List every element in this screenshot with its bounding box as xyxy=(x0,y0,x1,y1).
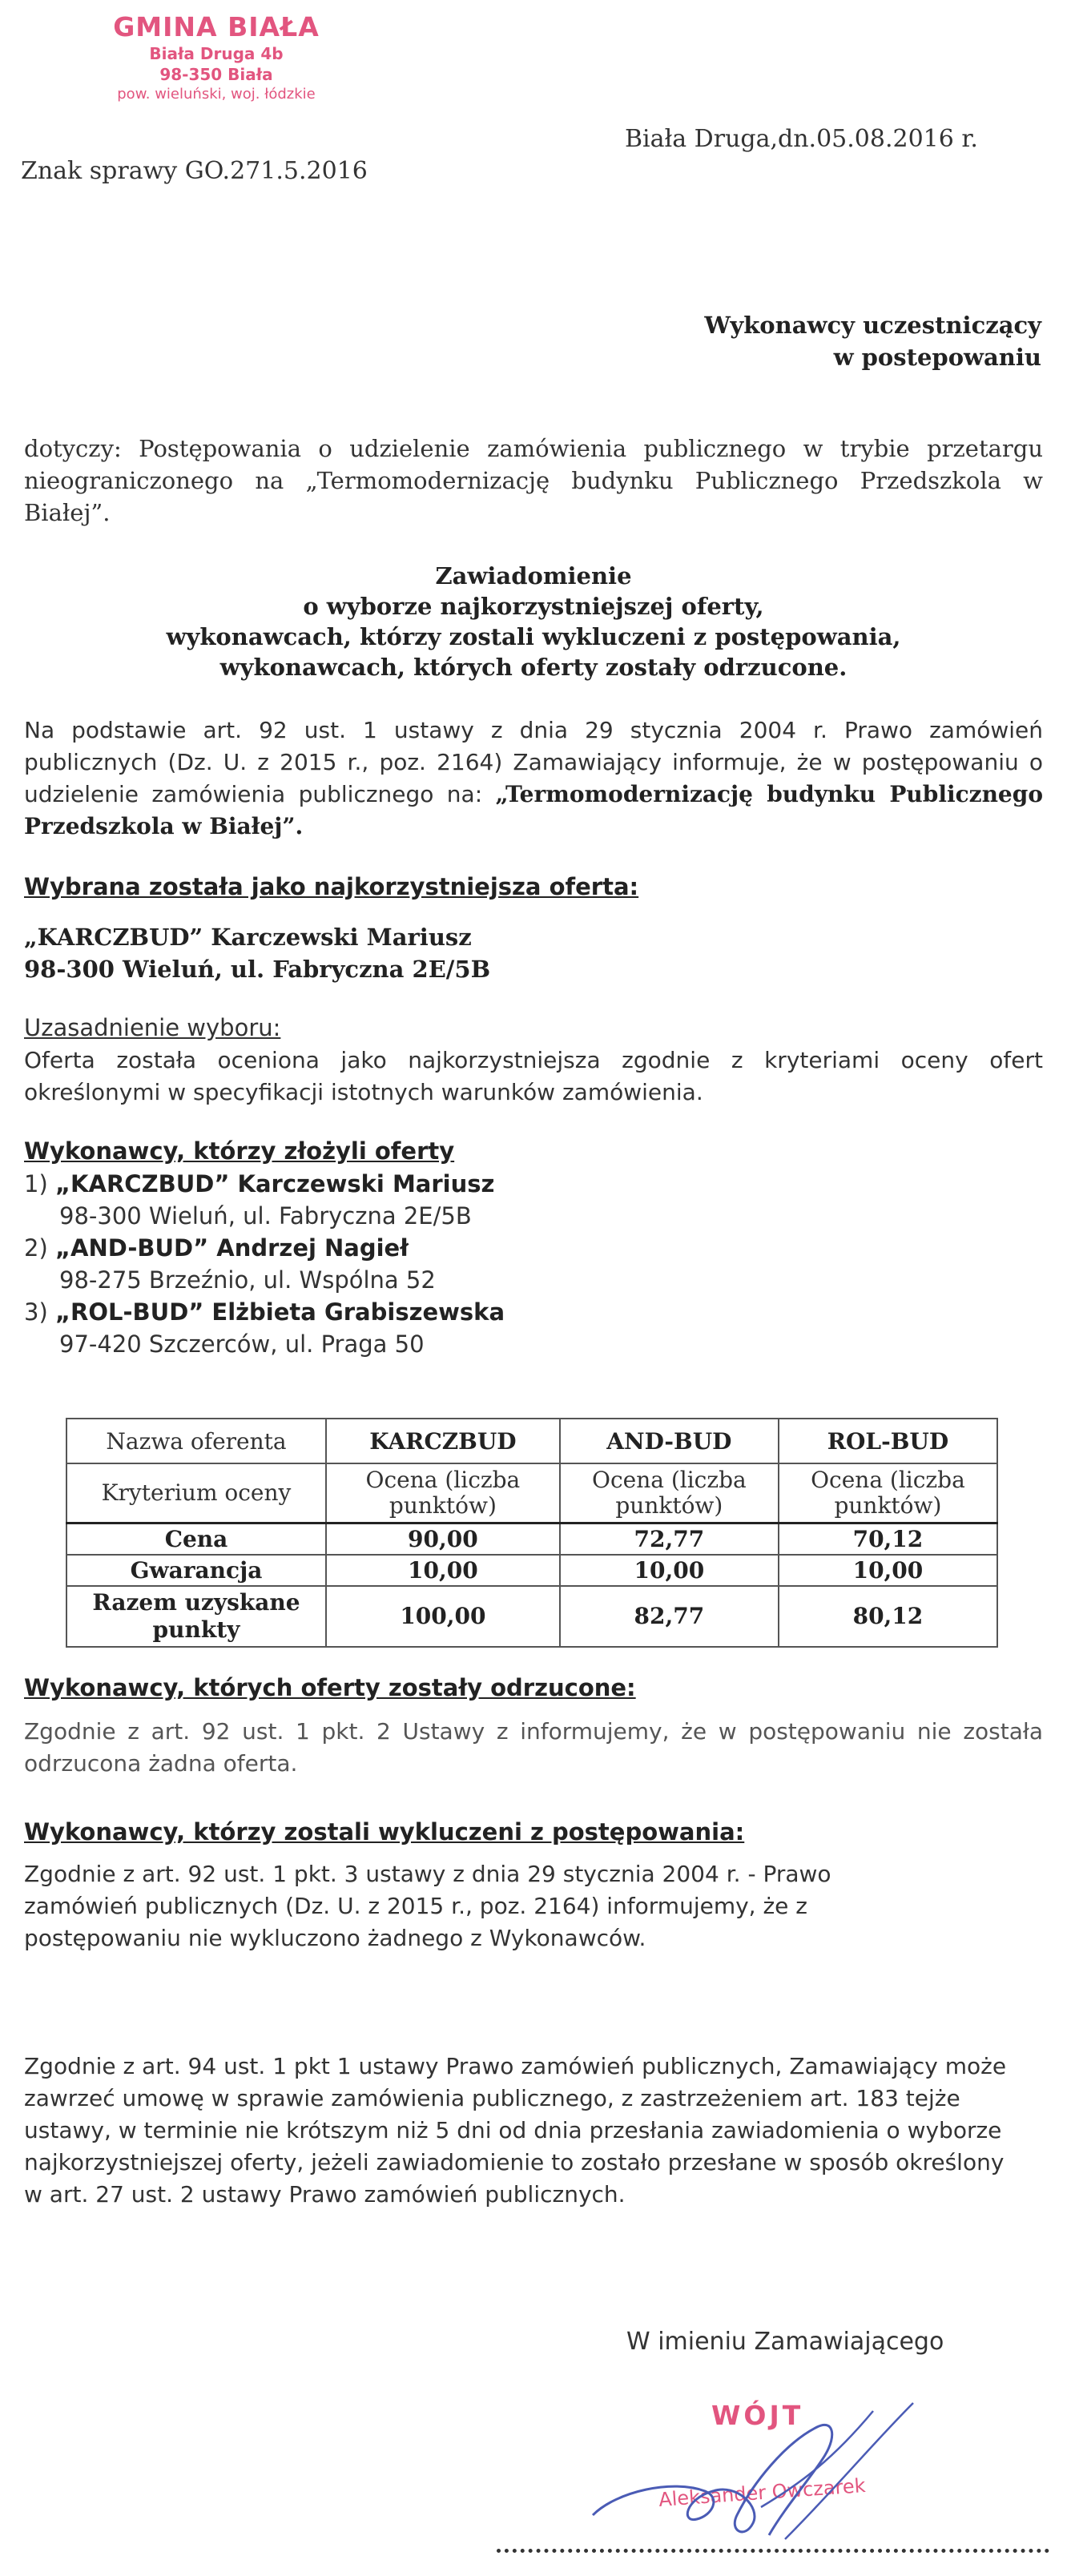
table-row xyxy=(66,1555,997,1586)
table-cell: 72,77 xyxy=(560,1523,779,1555)
selected-name: „KARCZBUD” Karczewski Mariusz xyxy=(24,924,472,951)
excluded-text: Zgodnie z art. 92 ust. 1 pkt. 3 ustawy z dnia 29 stycznia 2004 r. - Prawo zamówień publicznych (Dz. U. z 2015 r., poz. 2164) informujemy, że z postępowaniu nie wykluczono żadnego z Wykonawców. xyxy=(24,1861,831,1951)
selected-heading: Wybrana została jako najkorzystniejsza oferta: xyxy=(24,873,639,900)
table-row-label: Cena xyxy=(66,1523,326,1555)
bidder-1 xyxy=(24,1168,494,1232)
municipality-stamp xyxy=(80,11,352,104)
results-table xyxy=(66,1418,998,1648)
bidder-name: „KARCZBUD” Karczewski Mariusz xyxy=(54,1170,495,1197)
bidder-name: „ROL-BUD” Elżbieta Grabiszewska xyxy=(54,1298,505,1326)
table-row-label: Gwarancja xyxy=(66,1555,326,1586)
table-cell: 70,12 xyxy=(779,1523,997,1555)
table-cell: 10,00 xyxy=(326,1555,560,1586)
excluded-heading: Wykonawcy, którzy zostali wykluczeni z postępowania: xyxy=(24,1818,745,1845)
stamp-title: GMINA BIAŁA xyxy=(113,11,320,42)
signature-stamp-name: Aleksander Owczarek xyxy=(658,2474,867,2511)
case-number: Znak sprawy GO.271.5.2016 xyxy=(21,157,368,185)
justification-heading: Uzasadnienie wyboru: xyxy=(24,1014,281,1041)
table-row xyxy=(66,1586,997,1647)
table-criterion-note: Ocena (liczba punktów) xyxy=(779,1463,997,1523)
bidder-address: 97-420 Szczerców, ul. Praga 50 xyxy=(59,1330,425,1358)
bidder-name: „AND-BUD” Andrzej Nagieł xyxy=(54,1234,409,1262)
table-header-label: Nazwa oferenta xyxy=(66,1419,326,1463)
stamp-street: Biała Druga 4b xyxy=(149,44,284,63)
intro-paragraph xyxy=(24,714,1043,843)
rejected-text: Zgodnie z art. 92 ust. 1 pkt. 2 Ustawy z informujemy, że w postępowaniu nie została odrzucona żadna oferta. xyxy=(24,1718,1043,1777)
table-column-header: KARCZBUD xyxy=(326,1419,560,1463)
bidder-number: 3) xyxy=(24,1298,48,1326)
table-column-header: ROL-BUD xyxy=(779,1419,997,1463)
intro-subject: „Termomodernizację budynku Publicznego Przedszkola w Białej”. xyxy=(24,781,1043,839)
bidder-2 xyxy=(24,1232,436,1296)
table-criterion-note: Ocena (liczba punktów) xyxy=(560,1463,779,1523)
bidder-3 xyxy=(24,1296,505,1360)
stamp-region: pow. wieluński, woj. łódzkie xyxy=(117,86,316,103)
notice-line-1: Zawiadomienie xyxy=(435,562,632,590)
table-cell: 90,00 xyxy=(326,1523,560,1555)
recipient-line-2: w postepowaniu xyxy=(833,344,1041,371)
table-cell: 10,00 xyxy=(779,1555,997,1586)
table-row xyxy=(66,1523,997,1555)
subject-paragraph: dotyczy: Postępowania o udzielenie zamówienia publicznego w trybie przetargu nieograniczonego na „Termomodernizację budynku Publicznego Przedszkola w Białej”. xyxy=(24,435,1043,526)
table-criterion-label: Kryterium oceny xyxy=(66,1463,326,1523)
selected-address: 98-300 Wieluń, ul. Fabryczna 2E/5B xyxy=(24,956,491,983)
signature-line xyxy=(497,2549,1049,2553)
table-cell: 80,12 xyxy=(779,1586,997,1647)
table-criterion-row xyxy=(66,1463,997,1523)
intro-text: Na podstawie art. 92 ust. 1 ustawy z dnia 29 stycznia 2004 r. Prawo zamówień publicznych (Dz. U. z 2015 r., poz. 2164) Zamawiający informuje, że w postępowaniu o udzielenie zamówienia publicznego na: xyxy=(24,717,1043,807)
handwritten-signature xyxy=(497,2395,1049,2563)
contract-info: Zgodnie z art. 94 ust. 1 pkt 1 ustawy Prawo zamówień publicznych, Zamawiający może zawrzeć umowę w sprawie zamówienia publicznego, z zastrzeżeniem art. 183 tejże ustawy, w terminie nie krótszym niż 5 dni od dnia przesłania zawiadomienia o wyborze najkorzystniejszej oferty, jeżeli zawiadomienie to zostało przesłane w sposób określony w art. 27 ust. 2 ustawy Prawo zamówień publicznych. xyxy=(24,2053,1007,2208)
stamp-postal: 98-350 Biała xyxy=(159,65,273,84)
bidder-address: 98-300 Wieluń, ul. Fabryczna 2E/5B xyxy=(59,1202,472,1230)
table-row-label: Razem uzyskane punkty xyxy=(66,1586,326,1647)
bidder-number: 1) xyxy=(24,1170,48,1197)
bidders-heading: Wykonawcy, którzy złożyli oferty xyxy=(24,1137,455,1165)
table-criterion-note: Ocena (liczba punktów) xyxy=(326,1463,560,1523)
signature-stamp-title: WÓJT xyxy=(711,2400,804,2431)
table-cell: 100,00 xyxy=(326,1586,560,1647)
table-cell: 10,00 xyxy=(560,1555,779,1586)
on-behalf-text: W imieniu Zamawiającego xyxy=(626,2328,944,2356)
table-column-header: AND-BUD xyxy=(560,1419,779,1463)
notice-line-3: wykonawcach, którzy zostali wykluczeni z postępowania, xyxy=(166,623,901,650)
bidder-number: 2) xyxy=(24,1234,48,1262)
bidder-address: 98-275 Brzeźnio, ul. Wspólna 52 xyxy=(59,1266,436,1294)
notice-line-2: o wyborze najkorzystniejszej oferty, xyxy=(303,593,764,620)
recipient-line-1: Wykonawcy uczestniczący xyxy=(704,312,1041,339)
recipient xyxy=(704,309,1041,373)
justification-text: Oferta została oceniona jako najkorzystniejsza zgodnie z kryteriami oceny ofert określonymi w specyfikacji istotnych warunków zamówienia. xyxy=(24,1047,1043,1105)
rejected-heading: Wykonawcy, których oferty zostały odrzucone: xyxy=(24,1674,636,1701)
notice-line-4: wykonawcach, których oferty zostały odrzucone. xyxy=(219,654,848,681)
place-date: Biała Druga,dn.05.08.2016 r. xyxy=(625,125,978,153)
table-cell: 82,77 xyxy=(560,1586,779,1647)
notice-title xyxy=(24,561,1043,682)
table-header-row xyxy=(66,1419,997,1463)
